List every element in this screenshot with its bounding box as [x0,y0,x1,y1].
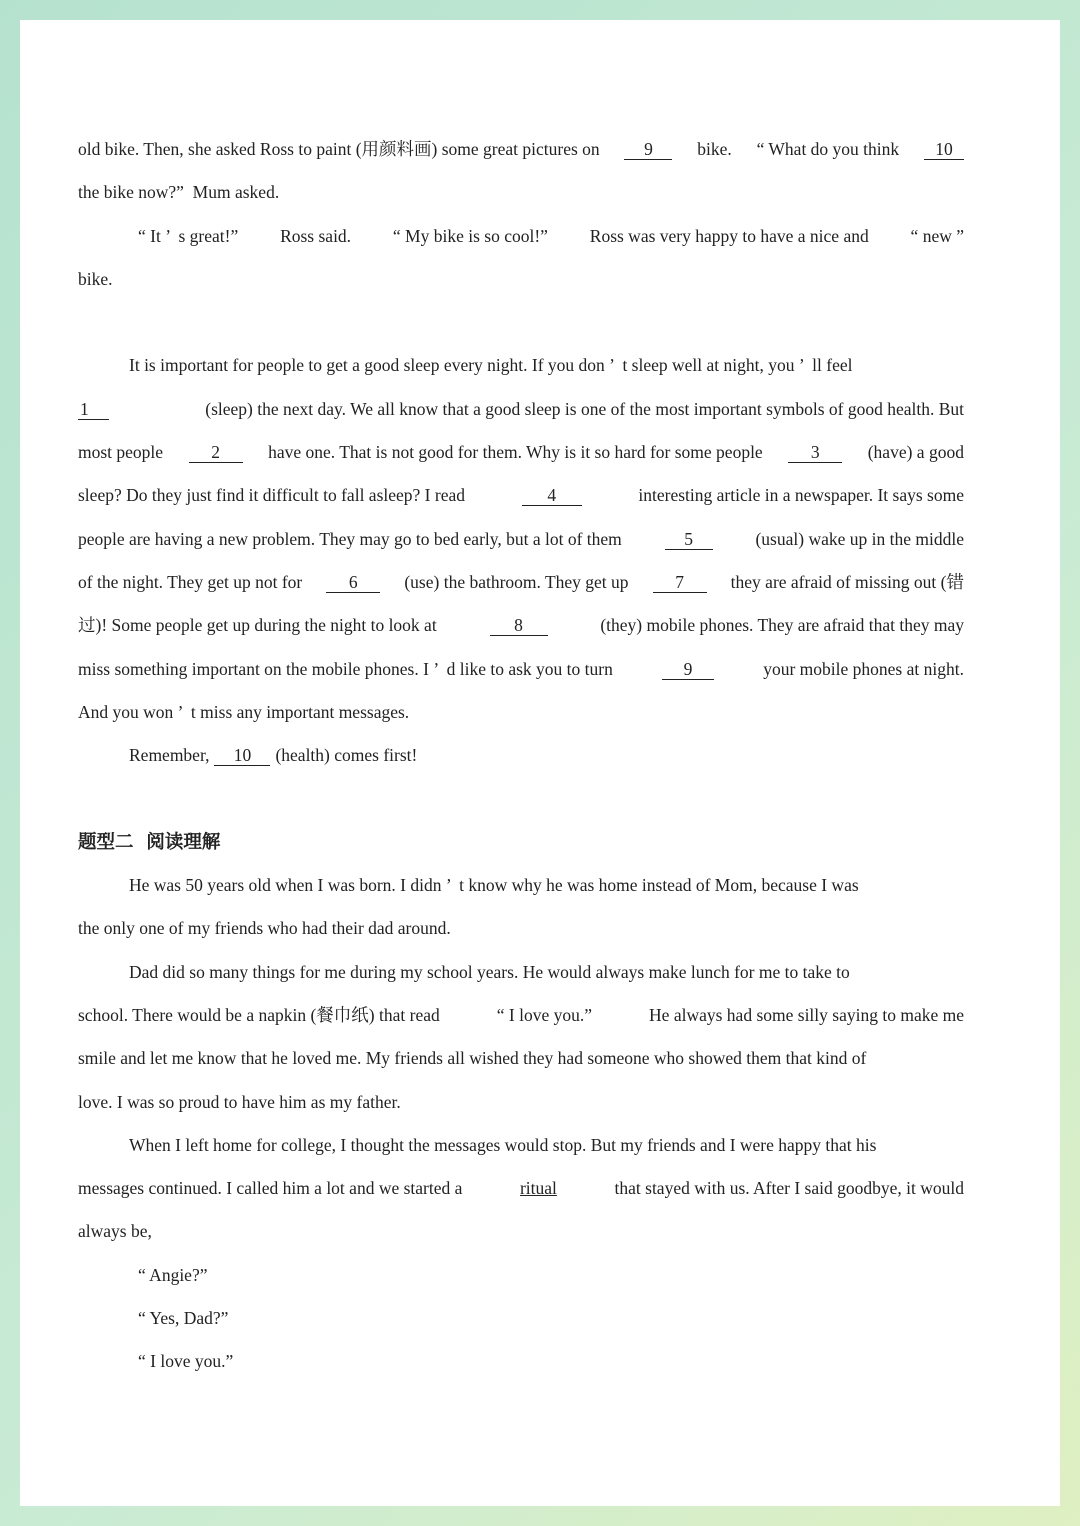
text-line: smile and let me know that he loved me. My friends all wished they had someone who showed them that kind of [78,1048,867,1069]
blank-1[interactable]: 1 [78,399,109,420]
text-line: “ It ’ s great!” Ross said. “ My bike is so cool!” Ross was very happy to have a nice and “ new ” [138,225,964,246]
dialogue-line: “ Yes, Dad?” [138,1308,229,1329]
blank-7[interactable]: 7 [653,572,707,593]
text-line: 1 (sleep) the next day. We all know that a good sleep is one of the most important symbols of good health. But [80,398,964,419]
underlined-word-ritual: ritual [519,1178,557,1199]
text-line: Remember, 10 (health) comes first! [129,745,418,766]
text-line: old bike. Then, she asked Ross to paint (用颜料画) some great pictures on 9 bike. “ What do you think 10 [78,128,964,171]
text-line: messages continued. I called him a lot and we started a ritual that stayed with us. After I said goodbye, it would [78,1167,964,1210]
text-line: And you won ’ t miss any important messages. [78,701,410,722]
text-line: people are having a new problem. They may go to bed early, but a lot of them 5 (usual) wake up in the middle [78,528,964,549]
blank-9[interactable]: 9 [624,139,672,160]
text-line: 过)! Some people get up during the night to look at 8 (they) mobile phones. They are afraid that they may [78,615,964,636]
text-line: It is important for people to get a good sleep every night. If you don ’ t sleep well at night, you ’ ll feel [129,355,853,376]
blank-2[interactable]: 2 [189,442,243,463]
blank-6[interactable]: 6 [326,572,380,593]
section-heading: 题型二 阅读理解 [78,831,221,853]
dialogue-line: “ Angie?” [138,1264,208,1285]
text-line: miss something important on the mobile phones. I ’ d like to ask you to turn 9 your mobile phones at night. [78,658,964,679]
text-line: When I left home for college, I thought the messages would stop. But my friends and I were happy that his [129,1134,877,1155]
blank-5[interactable]: 5 [665,529,713,550]
document-content [78,128,964,1384]
text-line: bike. [78,268,113,289]
blank-9[interactable]: 9 [662,659,714,680]
text-line: the bike now?” Mum asked. [78,182,280,203]
blank-4[interactable]: 4 [522,485,582,506]
blank-10[interactable]: 10 [214,745,270,766]
text-line: school. There would be a napkin (餐巾纸) that read “ I love you.” He always had some silly saying to make me [78,1004,964,1025]
text-line: love. I was so proud to have him as my father. [78,1091,401,1112]
text-line: the only one of my friends who had their dad around. [78,918,451,939]
text-line: always be, [78,1221,152,1242]
text-line: He was 50 years old when I was born. I didn ’ t know why he was home instead of Mom, because I was [129,875,859,896]
text-line: of the night. They get up not for 6 (use) the bathroom. They get up 7 they are afraid of missing out (错 [78,571,964,592]
blank-10[interactable]: 10 [924,139,964,160]
blank-8[interactable]: 8 [490,615,548,636]
text-line: Dad did so many things for me during my school years. He would always make lunch for me to take to [129,961,850,982]
text-line: most people 2 have one. That is not good for them. Why is it so hard for some people 3 (have) a good [78,442,964,463]
blank-3[interactable]: 3 [788,442,842,463]
text-line: sleep? Do they just find it difficult to fall asleep? I read 4 interesting article in a newspaper. It says some [78,485,964,506]
dialogue-line: “ I love you.” [138,1351,234,1372]
